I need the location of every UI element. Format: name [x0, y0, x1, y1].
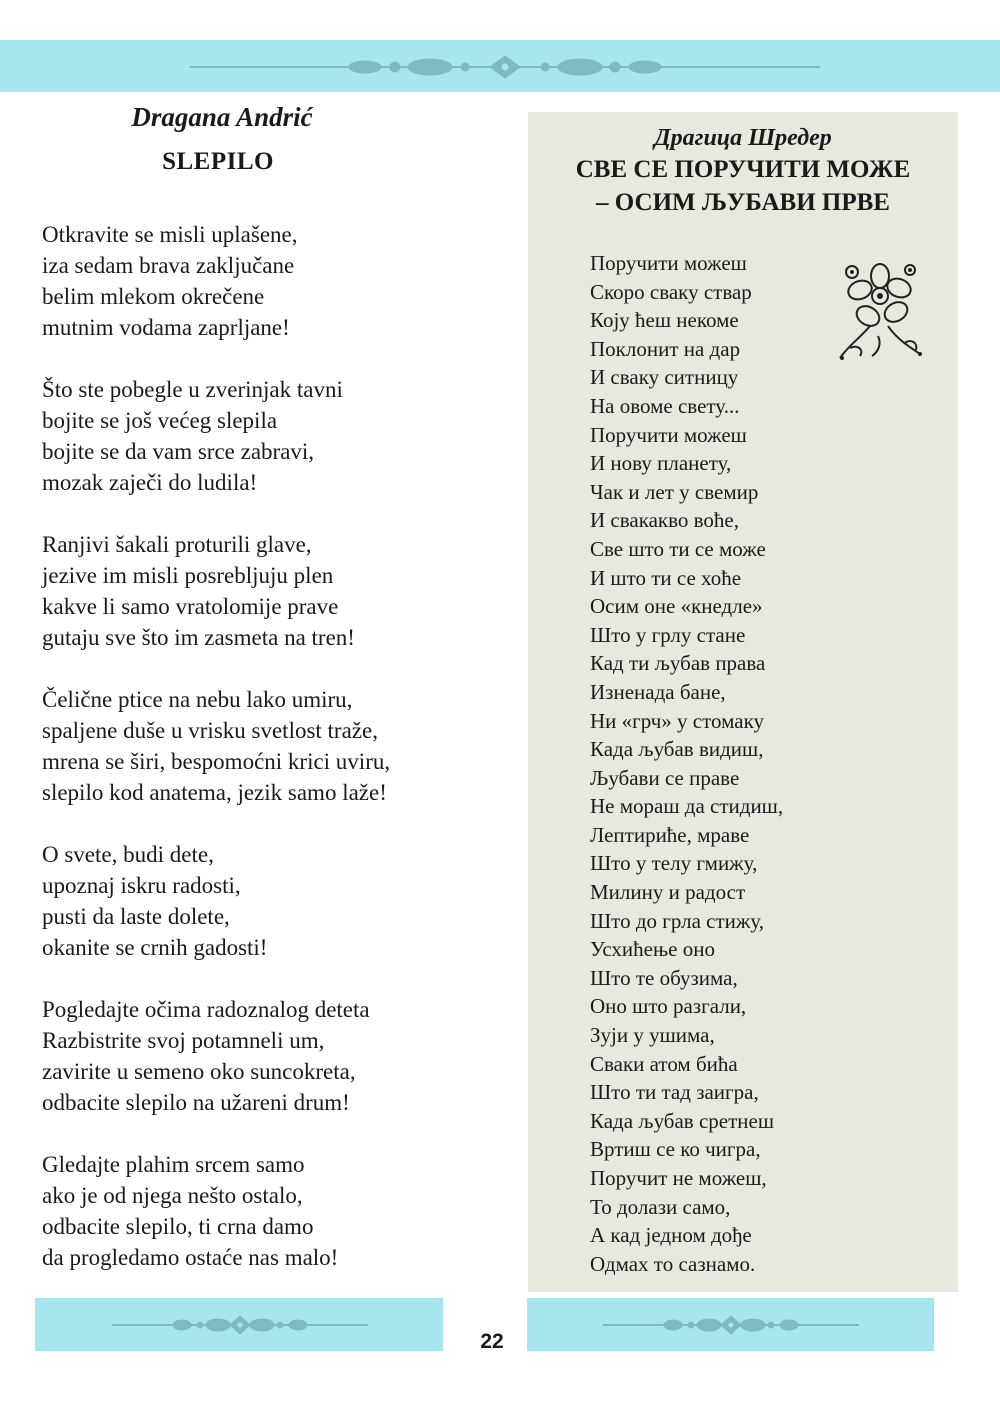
right-poem-line: Поручит не можеш,	[590, 1166, 767, 1190]
left-poem-line: odbacite slepilo na užareni drum!	[42, 1090, 350, 1115]
right-poem-line: И сваку ситницу	[590, 365, 739, 390]
right-poem-line: Усхићење оно	[590, 937, 715, 962]
left-poem-line: spaljene duše u vrisku svetlost traže,	[42, 718, 378, 743]
left-poem-line: mozak zaječi do ludila!	[42, 470, 258, 495]
left-poem-line: iza sedam brava zaključane	[42, 253, 295, 278]
left-poem-line: zavirite u semeno oko suncokreta,	[42, 1059, 356, 1084]
left-poem-line: upoznaj iskru radosti,	[42, 873, 241, 898]
top-ornament-icon	[190, 52, 820, 82]
right-poem-line: Кад ти љубав права	[590, 651, 766, 676]
right-poem-line: Зуји у ушима,	[590, 1023, 715, 1048]
left-poem-stanza	[42, 1149, 482, 1273]
left-poem-line: Ranjivi šakali proturili glave,	[42, 532, 312, 557]
right-poem-line: Поручити можеш	[590, 422, 747, 447]
right-poem-title-line1: СВЕ СЕ ПОРУЧИТИ МОЖЕ	[575, 156, 911, 183]
left-poem-line: jezive im misli posrebljuju plen	[42, 563, 334, 588]
right-poem-line: Коју ћеш некоме	[590, 308, 739, 333]
left-poem-line: Pogledajte očima radoznalog deteta	[42, 997, 370, 1022]
left-poem-line: pusti da laste dolete,	[42, 904, 230, 929]
right-poem-body	[590, 249, 930, 1278]
right-poem-line: Што до грла стижу,	[590, 908, 765, 933]
left-poem-stanza	[42, 374, 482, 498]
left-poem-line: ako je od njega nešto ostalo,	[42, 1183, 303, 1208]
right-poem-line: А кад једном дође	[590, 1223, 752, 1248]
right-poem-line: Изненада бане,	[590, 679, 726, 704]
right-poem-line: И нову планету,	[590, 451, 732, 476]
right-poem-line: Што те обузима,	[590, 965, 738, 990]
right-poem-title	[528, 153, 958, 219]
left-poem-line: Otkravite se misli uplašene,	[42, 222, 298, 247]
left-poem-stanza	[42, 529, 482, 653]
right-poem-line: Што ти тад заигра,	[590, 1080, 759, 1105]
left-poem-line: O svete, budi dete,	[42, 842, 214, 867]
right-poem-line: На овоме свету...	[590, 393, 740, 418]
right-poem-line: И свакакво воће,	[590, 508, 739, 533]
left-poem-body	[42, 219, 482, 1273]
right-poem-line: Поклонит на дар	[590, 336, 741, 361]
right-poem-author: Драгица Шредер	[654, 125, 832, 151]
right-poem-line: Ни «грч» у стомаку	[590, 708, 764, 733]
left-poem-line: gutaju sve što im zasmeta na tren!	[42, 625, 355, 650]
right-poem-line: Вртиш се ко чигра,	[590, 1137, 761, 1162]
left-poem-line: da progledamo ostaće nas malo!	[42, 1245, 339, 1270]
right-poem-line: Што у телу гмижу,	[590, 851, 758, 876]
right-poem-line: И што ти се хоће	[590, 565, 742, 590]
left-poem-line: Što ste pobegle u zverinjak tavni	[42, 377, 343, 402]
left-poem-line: kakve li samo vratolomije prave	[42, 594, 339, 619]
right-poem-line: Милину и радост	[590, 880, 746, 905]
right-poem-line: Лептириће, мраве	[590, 822, 750, 847]
left-poem-line: mutnim vodama zaprljane!	[42, 315, 290, 340]
right-poem-line: Што у грлу стане	[590, 622, 746, 647]
right-poem-line: Скоро сваку ствар	[590, 279, 752, 304]
left-poem-line: mrena se širi, bespomoćni krici uviru,	[42, 749, 391, 774]
left-poem-line: slepilo kod anatema, jezik samo laže!	[42, 780, 387, 805]
left-poem-line: bojite se još većeg slepila	[42, 408, 278, 433]
right-poem-line: Осим оне «кнедле»	[590, 594, 763, 619]
right-poem-title-line2: – ОСИМ ЉУБАВИ ПРВЕ	[596, 189, 890, 216]
bottom-left-ornament-icon	[112, 1312, 368, 1338]
right-poem-line: Чак и лет у свемир	[590, 479, 759, 504]
left-poem-line: Gledajte plahim srcem samo	[42, 1152, 305, 1177]
right-poem-line: Све што ти се може	[590, 536, 766, 561]
right-poem-line: Не мораш да стидиш,	[590, 794, 784, 819]
right-poem-line: То долази само,	[590, 1194, 731, 1219]
left-poem-line: odbacite slepilo, ti crna damo	[42, 1214, 314, 1239]
left-poem-line: Razbistrite svoj potamneli um,	[42, 1028, 325, 1053]
left-poem-stanza	[42, 994, 482, 1118]
left-poem-line: belim mlekom okrečene	[42, 284, 265, 309]
left-poem-author: Dragana Andrić	[131, 102, 313, 132]
left-poem-stanza	[42, 219, 482, 343]
bottom-right-ornament-icon	[603, 1312, 859, 1338]
right-poem-line: Када љубав сретнеш	[590, 1108, 775, 1133]
left-poem-line: Čelične ptice na nebu lako umiru,	[42, 687, 353, 712]
left-poem-line: bojite se da vam srce zabravi,	[42, 439, 315, 464]
left-poem-line: okanite se crnih gadosti!	[42, 935, 268, 960]
flower-icon	[830, 258, 926, 370]
page-number: 22	[480, 1330, 504, 1353]
right-poem-line: Када љубав видиш,	[590, 737, 764, 762]
right-poem-line: Поручити можеш	[590, 251, 747, 275]
left-poem-stanza	[42, 684, 482, 808]
right-poem-line: Љубави се праве	[590, 765, 740, 790]
right-poem-line: Одмах то сазнамо.	[590, 1251, 756, 1276]
left-poem-stanza	[42, 839, 482, 963]
right-poem-line: Оно што разгали,	[590, 994, 747, 1019]
left-poem-title: SLEPILO	[162, 148, 274, 175]
right-poem-line: Сваки атом бића	[590, 1051, 738, 1076]
